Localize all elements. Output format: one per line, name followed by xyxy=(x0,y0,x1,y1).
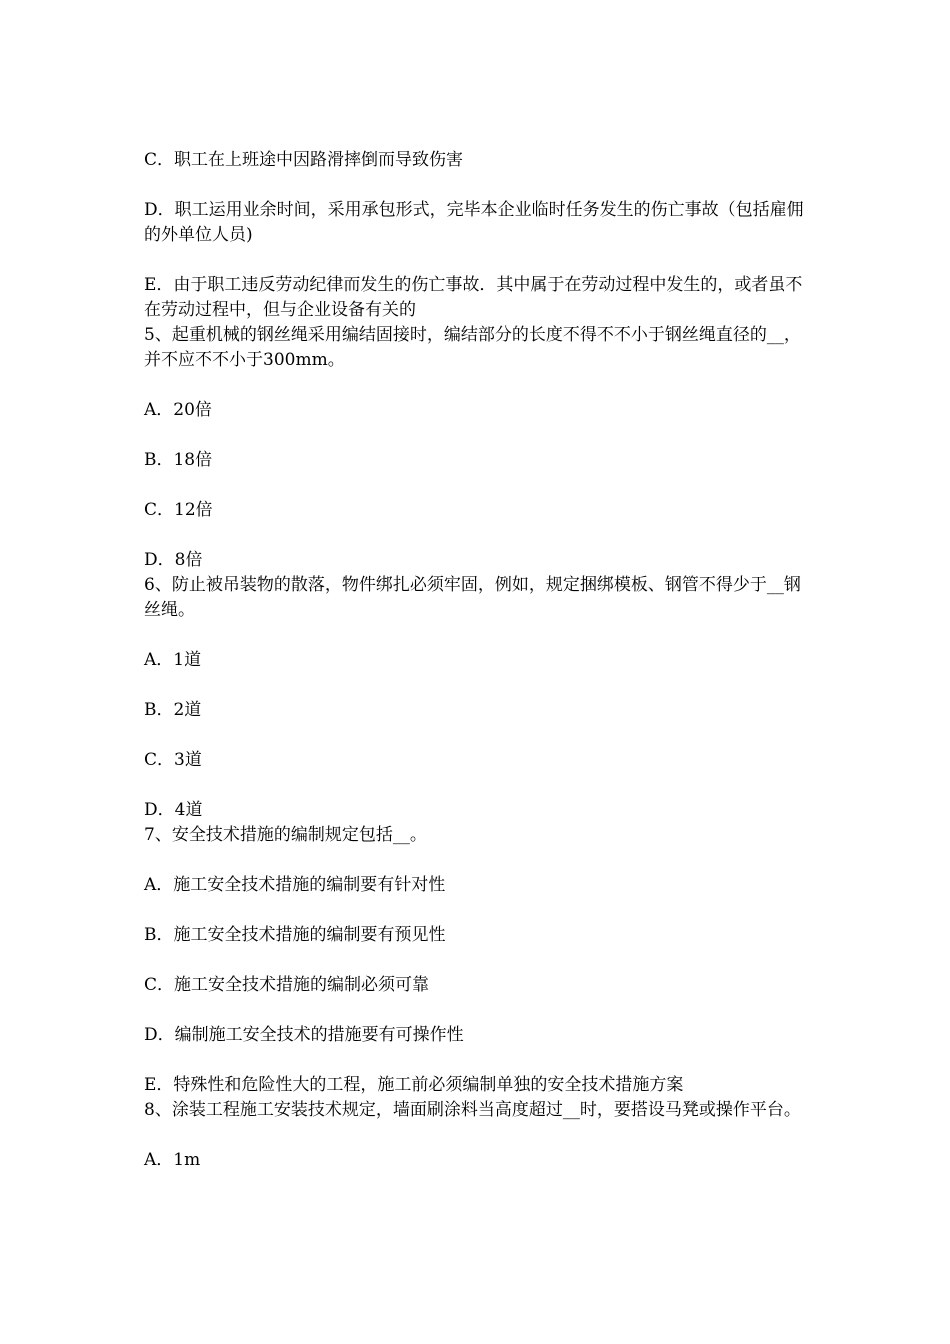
option-c-q4: C．职工在上班途中因路滑摔倒而导致伤害 xyxy=(144,150,464,170)
option-d-q6: D．4道 xyxy=(144,800,203,820)
option-c-q7: C．施工安全技术措施的编制必须可靠 xyxy=(144,975,430,995)
option-e-q7: E．特殊性和危险性大的工程，施工前必须编制单独的安全技术措施方案 xyxy=(144,1075,684,1095)
question-7: 7、安全技术措施的编制规定包括__。 xyxy=(144,825,427,845)
option-b-q5: B．18倍 xyxy=(144,450,213,470)
option-c-q6: C．3道 xyxy=(144,750,202,770)
option-c-q5: C．12倍 xyxy=(144,500,213,520)
option-b-q6: B．2道 xyxy=(144,700,202,720)
question-6: 6、防止被吊装物的散落，物件绑扎必须牢固，例如，规定捆绑模板、钢管不得少于__钢丝绳。 xyxy=(144,575,801,620)
option-d-q7: D．编制施工安全技术的措施要有可操作性 xyxy=(144,1025,464,1045)
option-a-q7: A．施工安全技术措施的编制要有针对性 xyxy=(144,875,446,895)
option-e-q4: E．由于职工违反劳动纪律而发生的伤亡事故．其中属于在劳动过程中发生的，或者虽不在劳动过程中，但与企业设备有关的 xyxy=(144,275,803,320)
option-a-q6: A．1道 xyxy=(144,650,202,670)
question-8: 8、涂装工程施工安装技术规定，墙面刷涂料当高度超过__时，要搭设马凳或操作平台。 xyxy=(144,1100,801,1120)
option-a-q8: A．1m xyxy=(144,1150,201,1170)
option-b-q7: B．施工安全技术措施的编制要有预见性 xyxy=(144,925,446,945)
document-body xyxy=(144,148,812,1173)
option-a-q5: A．20倍 xyxy=(144,400,212,420)
option-d-q5: D．8倍 xyxy=(144,550,203,570)
option-d-q4: D．职工运用业余时间，采用承包形式，完毕本企业临时任务发生的伤亡事故（包括雇佣的外单位人员) xyxy=(144,200,804,245)
question-5: 5、起重机械的钢丝绳采用编结固接时，编结部分的长度不得不不小于钢丝绳直径的__，并不应不不小于300mm。 xyxy=(144,325,801,370)
